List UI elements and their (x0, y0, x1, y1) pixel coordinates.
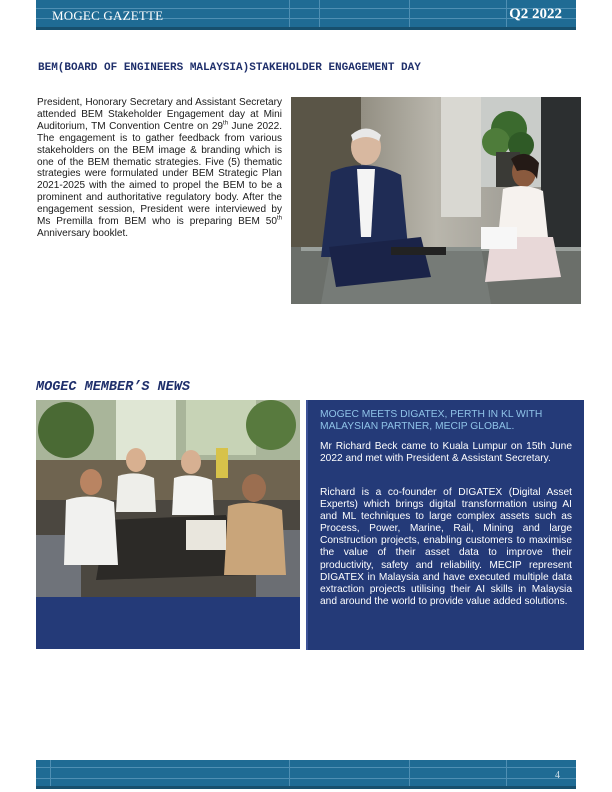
header-band (36, 0, 576, 30)
band-line (409, 760, 410, 786)
news-headline: MOGEC MEETS DIGATEX, PERTH IN KL WITH MALAYSIAN PARTNER, MECIP GLOBAL. (320, 409, 543, 432)
band-line (36, 767, 576, 768)
digatex-meeting-illustration (36, 400, 300, 597)
ordinal-suffix: th (276, 215, 282, 222)
page-number: 4 (555, 770, 560, 781)
news-image-caption-band (36, 597, 300, 649)
section-title-members-news: MOGEC MEMBER’S NEWS (36, 380, 190, 395)
bem-interview-illustration (291, 97, 581, 304)
band-line (289, 0, 290, 27)
band-line (409, 0, 410, 27)
bem-text-part: Anniversary booklet. (37, 227, 129, 239)
gazette-title: MOGEC GAZETTE (52, 8, 164, 23)
bem-text-part: President, Honorary Secretary and Assistant Secretary attended BEM Stakeholder Engagement day at Mini Auditorium, TM Convention Centre on 29 (37, 97, 282, 132)
ordinal-suffix: th (223, 120, 229, 127)
band-line (289, 760, 290, 786)
digatex-meeting-photo (36, 400, 300, 597)
bem-interview-photo (291, 97, 581, 304)
band-line (36, 778, 576, 779)
band-line (50, 760, 51, 786)
news-paragraph-2: Richard is a co-founder of DIGATEX (Digital Asset Experts) which brings digital transformation using AI and ML techniques to large complex assets such as Process, Power, Marine, Rail, Mining and large Construction projects, enabling customers to maximise the value of their asset data to improve their productivity, safety and reliability. MECIP represent DIGATEX in Malaysia and have executed multiple data extraction projects utilising their AI skills in Malaysia and around the world to provide value added solutions. (320, 487, 572, 607)
footer-band (36, 760, 576, 789)
news-paragraph-1: Mr Richard Beck came to Kuala Lumpur on 15th June 2022 and met with President & Assistant Secretary. (320, 441, 572, 465)
band-line (506, 760, 507, 786)
news-text-panel (306, 400, 584, 650)
bem-article-text (37, 97, 282, 240)
issue-label: Q2 2022 (509, 6, 562, 22)
bem-text-part: June 2022. The engagement is to gather feedback from various stakeholders on the BEM image & branding which is one of the BEM thematic strategies. Five (5) thematic strategies were formulated under BEM Strategic Plan 2021-2025 with the aimed to propel the BEM to be a prominent and authoritative regulatory body. After the engagement session, President were interviewed by Ms Premilla from BEM who is preparing BEM 50 (37, 120, 282, 228)
band-line (319, 0, 320, 27)
section-title-bem: BEM(BOARD OF ENGINEERS MALAYSIA)STAKEHOLDER ENGAGEMENT DAY (38, 62, 421, 74)
band-line (506, 0, 507, 27)
